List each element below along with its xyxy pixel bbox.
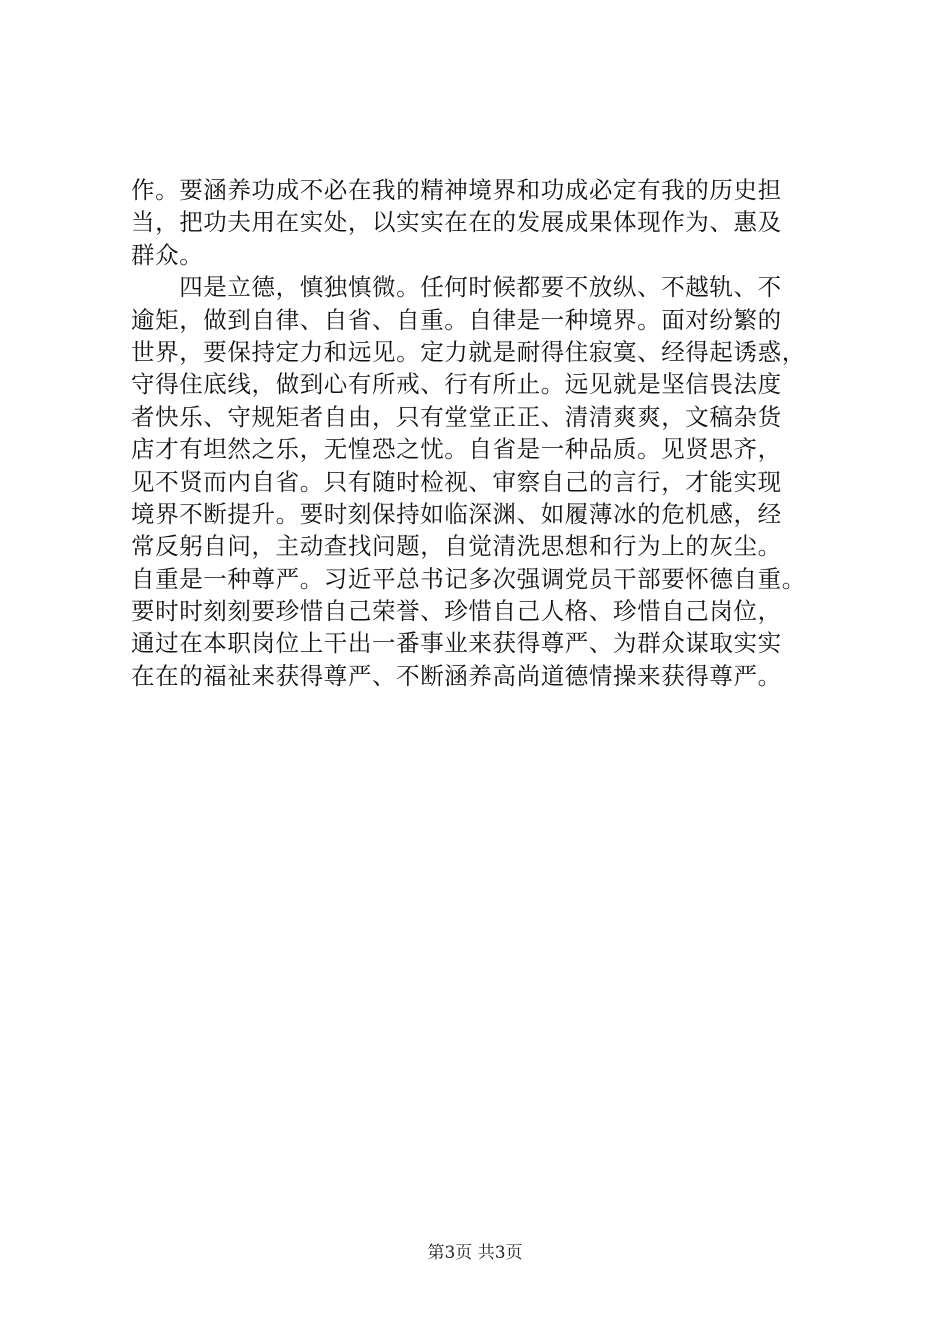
text-line: 当，把功夫用在实处，以实实在在的发展成果体现作为、惠及 — [131, 208, 782, 237]
text-line: 要时时刻刻要珍惜自己荣誉、珍惜自己人格、珍惜自己岗位， — [131, 597, 782, 626]
text-line: 境界不断提升。要时刻保持如临深渊、如履薄冰的危机感，经 — [131, 499, 782, 528]
text-line: 世界，要保持定力和远见。定力就是耐得住寂寞、经得起诱惑， — [131, 337, 806, 366]
text-line: 通过在本职岗位上干出一番事业来获得尊严、为群众谋取实实 — [131, 629, 782, 658]
text-line: 守得住底线，做到心有所戒、行有所止。远见就是坚信畏法度 — [131, 370, 782, 399]
text-line: 者快乐、守规矩者自由，只有堂堂正正、清清爽爽，文稿杂货 — [131, 402, 782, 431]
page-number-footer: 第3页 共3页 — [427, 1243, 523, 1263]
text-line: 自重是一种尊严。习近平总书记多次强调党员干部要怀德自重。 — [131, 564, 806, 593]
text-line: 群众。 — [131, 240, 204, 269]
text-line: 逾矩，做到自律、自省、自重。自律是一种境界。面对纷繁的 — [131, 305, 782, 334]
text-line: 店才有坦然之乐，无惶恐之忧。自省是一种品质。见贤思齐， — [131, 435, 782, 464]
text-line: 见不贤而内自省。只有随时检视、审察自己的言行，才能实现 — [131, 467, 782, 496]
text-line: 在在的福祉来获得尊严、不断涵养高尚道德情操来获得尊严。 — [131, 661, 782, 690]
text-line: 四是立德，慎独慎微。任何时候都要不放纵、不越轨、不 — [131, 273, 782, 302]
body-text — [131, 174, 871, 692]
text-line: 常反躬自问，主动查找问题，自觉清洗思想和行为上的灰尘。 — [131, 532, 782, 561]
text-line: 作。要涵养功成不必在我的精神境界和功成必定有我的历史担 — [131, 176, 782, 204]
